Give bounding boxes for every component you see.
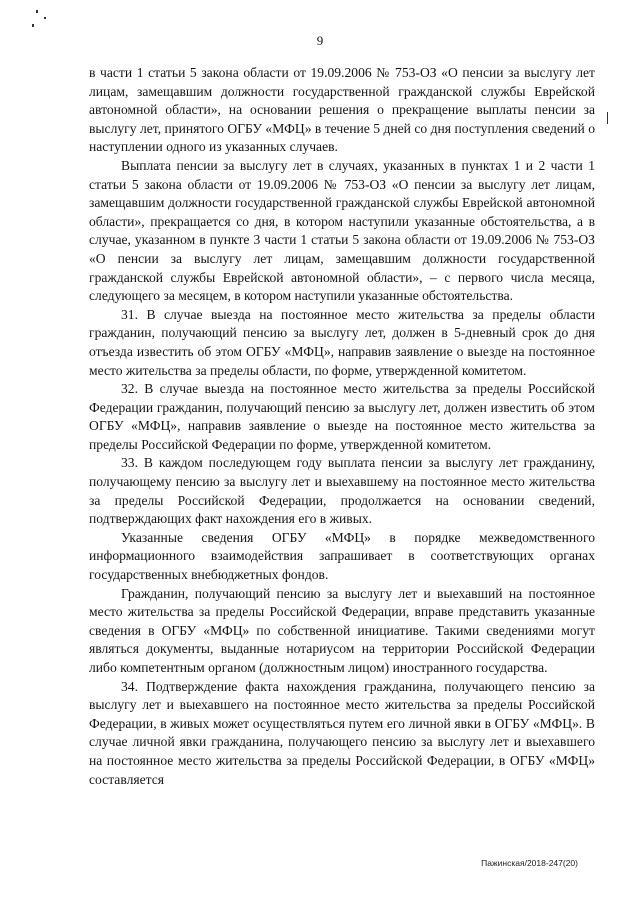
document-body	[89, 64, 595, 789]
paragraph-pension-termination: Выплата пенсии за выслугу лет в случаях, указанных в пунктах 1 и 2 части 1 статьи 5 закона области от 19.09.2006 № 753-ОЗ «О пенсии за выслугу лет лицам, замещавшим должности государственной гражданской службы Еврейской автономной области», прекращается со дня, в котором наступили указанные обстоятельства, а в случае, указанном в пункте 3 части 1 статьи 5 закона области от 19.09.2006 № 753-ОЗ «О пенсии за выслугу лет лицам, замещавшим должности государственной гражданской службы Еврейской автономной области», – с первого числа месяца, следующего за месяцем, в котором наступили указанные обстоятельства.	[89, 157, 595, 304]
paragraph-own-initiative: Гражданин, получающий пенсию за выслугу лет и выехавший на постоянное место жительства за пределы Российской Федерации, вправе представить указанные сведения в ОГБУ «МФЦ» по собственной инициативе. Такими сведениями могут являться документы, выданные нотариусом на территории Российской Федерации либо компетентным органом (должностным лицом) иностранного государства.	[89, 585, 595, 675]
document-footer-code: Пажинская/2018-247(20)	[481, 858, 578, 868]
paragraph-item-32: 32. В случае выезда на постоянное место жительства за пределы Российской Федерации гражданин, получающий пенсию за выслугу лет, должен известить об этом ОГБУ «МФЦ», направив заявление о выезде на постоянное место жительства за пределы Российской Федерации по форме, утвержденной комитетом.	[89, 381, 595, 452]
paragraph-item-31: 31. В случае выезда на постоянное место жительства за пределы области гражданин, получающий пенсию за выслугу лет, должен в 5-дневный срок до дня отъезда известить об этом ОГБУ «МФЦ», направив заявление о выезде на постоянное место жительства за пределы области, по форме, утвержденной комитетом.	[89, 306, 595, 378]
paragraph-item-33: 33. В каждом последующем году выплата пенсии за выслугу лет гражданину, получающему пенсию за выслугу лет и выехавшему на постоянное место жительства за пределы Российской Федерации, продолжается на основании сведений, подтверждающих факт нахождения его в живых.	[89, 455, 595, 527]
scan-artifact-mark	[32, 24, 34, 27]
paragraph-interagency-request: Указанные сведения ОГБУ «МФЦ» в порядке межведомственного информационного взаимодействия запрашивает в соответствующих органах государственных внебюджетных фондов.	[89, 529, 595, 583]
scan-artifact-mark	[607, 112, 608, 124]
scan-artifact-mark	[44, 17, 46, 19]
page-number: 9	[316, 33, 324, 48]
paragraph-continuation: в части 1 статьи 5 закона области от 19.09.2006 № 753-ОЗ «О пенсии за выслугу лет лицам, замещавшим должности государственной гражданской службы Еврейской автономной области», на основании решения о прекращение выплаты пенсии за выслугу лет, принятого ОГБУ «МФЦ» в течение 5 дней со дня поступления сведений о наступлении одного из указанных случаев.	[89, 65, 595, 155]
scan-artifact-mark	[36, 10, 38, 13]
paragraph-item-34: 34. Подтверждение факта нахождения гражданина, получающего пенсию за выслугу лет и выехавшего на постоянное место жительства за пределы Российской Федерации, в живых может осуществляться путем его личной явки в ОГБУ «МФЦ». В случае личной явки гражданина, получающего пенсию за выслугу лет и выехавшего на постоянное место жительства за пределы Российской Федерации, в ОГБУ «МФЦ» составляется	[89, 678, 595, 787]
